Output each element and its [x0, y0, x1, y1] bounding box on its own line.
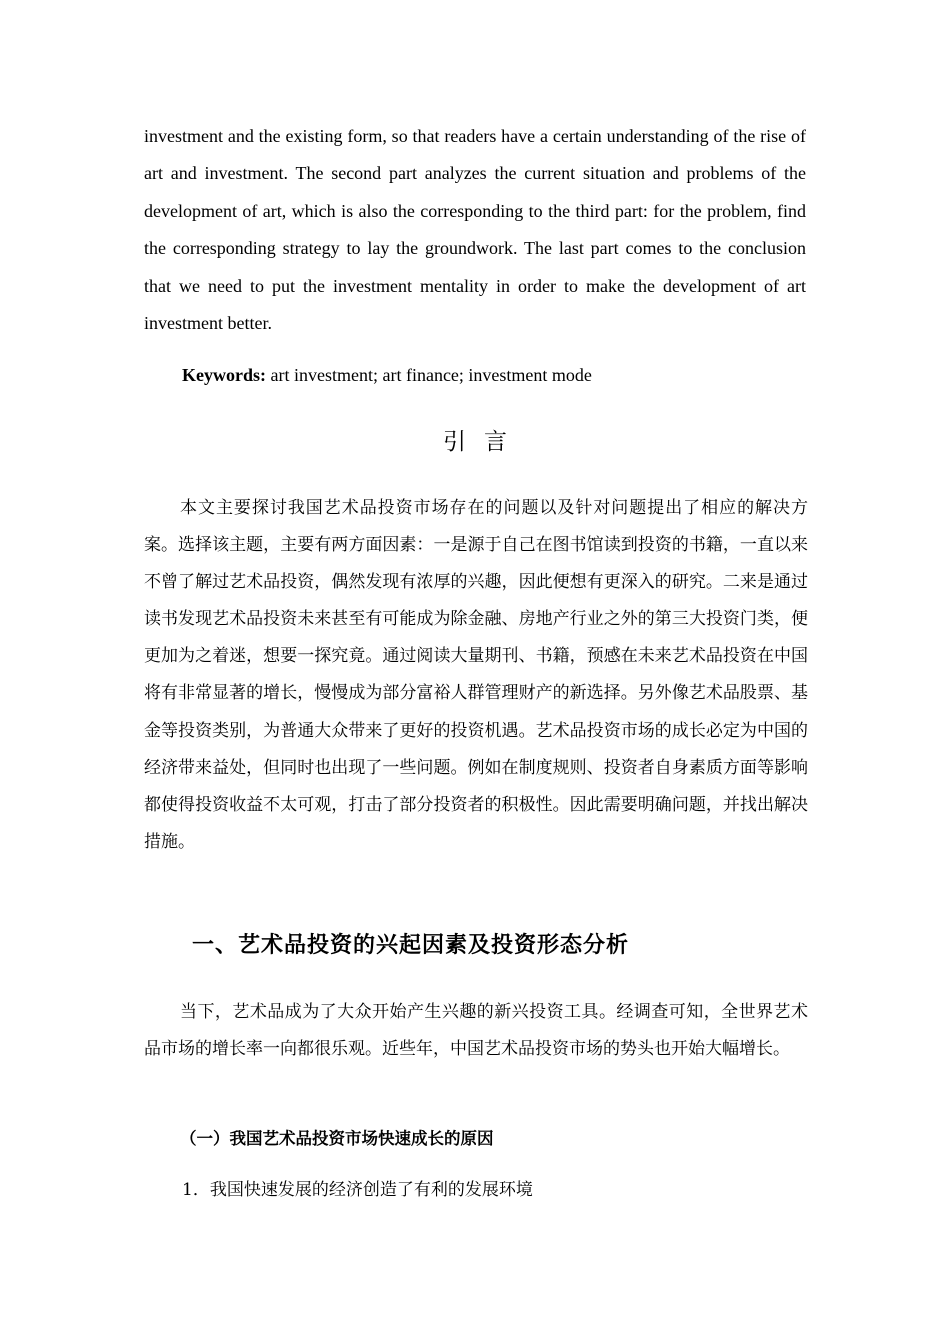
- subsection-heading: （一）我国艺术品投资市场快速成长的原因: [180, 1129, 494, 1148]
- subsubsection-heading: 1．我国快速发展的经济创造了有利的发展环境: [182, 1180, 533, 1200]
- section-1-heading: 一、艺术品投资的兴起因素及投资形态分析: [192, 933, 630, 958]
- introduction-paragraph: 本文主要探讨我国艺术品投资市场存在的问题以及针对问题提出了相应的解决方案。选择该主题，主要有两方面因素：一是源于自己在图书馆读到投资的书籍，一直以来不曾了解过艺术品投资，偶然发现有浓厚的兴趣，因此便想有更深入的研究。二来是通过读书发现艺术品投资未来甚至有可能成为除金融、房地产行业之外的第三大投资门类，便更加为之着迷，想要一探究竟。通过阅读大量期刊、书籍，预感在未来艺术品投资在中国将有非常显著的增长，慢慢成为部分富裕人群管理财产的新选择。另外像艺术品股票、基金等投资类别，为普通大众带来了更好的投资机遇。艺术品投资市场的成长必定为中国的经济带来益处，但同时也出现了一些问题。例如在制度规则、投资者自身素质方面等影响都使得投资收益不太可观，打击了部分投资者的积极性。因此需要明确问题，并找出解决措施。: [144, 498, 808, 852]
- section-1-paragraph: 当下，艺术品成为了大众开始产生兴趣的新兴投资工具。经调查可知，全世界艺术品市场的增长率一向都很乐观。近些年，中国艺术品投资市场的势头也开始大幅增长。: [144, 1002, 808, 1060]
- keywords-text: art investment; art finance; investment mode: [266, 365, 592, 385]
- abstract-english-paragraph: investment and the existing form, so that readers have a certain understanding of the rise of art and investment. The second part analyzes the current situation and problems of the development of art, which is also the corresponding to the third part: for the problem, find the corresponding strategy to lay the groundwork. The last part comes to the conclusion that we need to put the investment mentality in order to make the development of art investment better.: [144, 126, 806, 334]
- keywords-label: Keywords:: [182, 365, 266, 385]
- keywords-line: [182, 357, 806, 394]
- introduction-heading: 引言: [443, 429, 525, 455]
